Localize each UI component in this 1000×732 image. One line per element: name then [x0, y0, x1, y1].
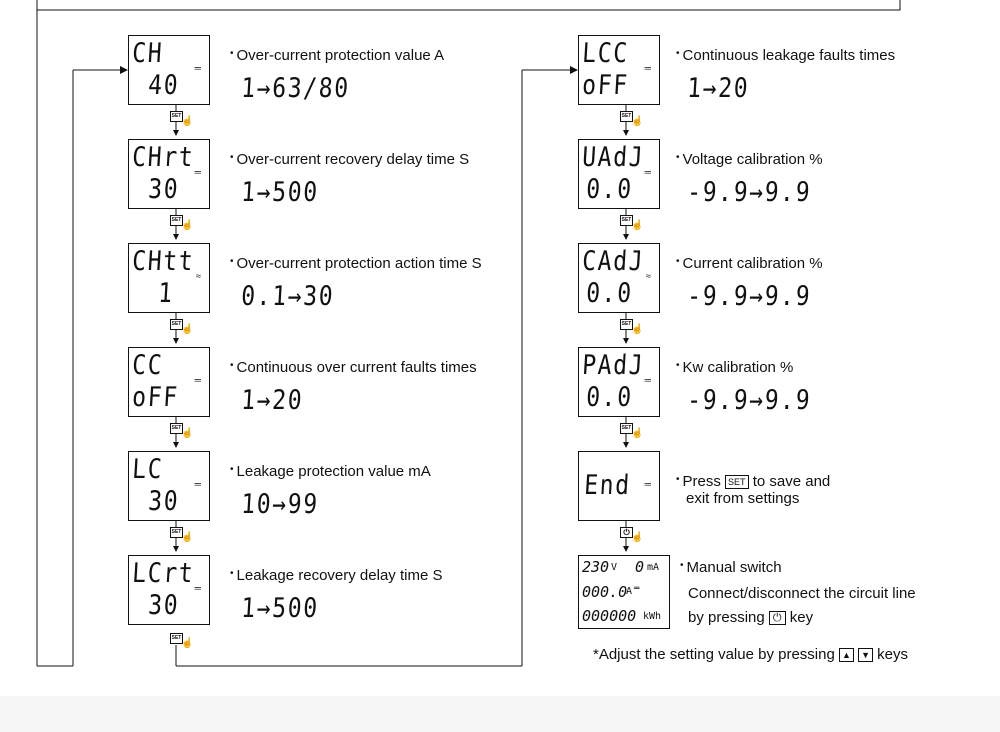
finger-press-icon: ☝ — [181, 428, 194, 439]
lcd-symbol-icon: ═ — [194, 583, 201, 593]
item-range: -9.9→9.9 — [686, 281, 813, 312]
lcd-symbol-icon: ═ — [194, 167, 201, 177]
step-arrow-head — [173, 130, 179, 136]
item-range: -9.9→9.9 — [686, 177, 813, 208]
set-key-icon: SET — [725, 475, 749, 489]
lcd-display — [128, 555, 210, 625]
column-link-arrow-head — [570, 66, 578, 74]
lcd-display — [128, 243, 210, 313]
set-key-icon: SET — [170, 423, 183, 434]
set-key-icon: SET — [170, 215, 183, 226]
set-key-icon: SET — [620, 215, 633, 226]
arrow-down-icon: ▼ — [858, 648, 873, 662]
set-key-icon: SET — [170, 527, 183, 538]
finger-press-icon: ☝ — [631, 116, 644, 127]
item-range: 1→500 — [240, 593, 320, 624]
item-title: • Continuous leakage faults times — [676, 47, 896, 64]
manual-switch-title: • Manual switch — [680, 559, 782, 576]
step-arrow-head — [173, 546, 179, 552]
power-icon: ⏻ — [769, 611, 786, 625]
voltage-unit: V — [611, 562, 618, 573]
item-range: 1→20 — [686, 73, 751, 104]
manual-switch-line2: Connect/disconnect the circuit line — [688, 585, 916, 602]
item-title: • Leakage recovery delay time S — [230, 567, 443, 584]
finger-press-icon: ☝ — [631, 428, 644, 439]
lcd-top-text: LC — [131, 454, 165, 485]
lcd-symbol-icon: ═ — [644, 479, 651, 489]
lcd-bottom-text: oFF — [131, 382, 180, 413]
lcd-bottom-text: 0.0 — [585, 174, 634, 205]
lcd-display — [578, 347, 660, 417]
lcd-bottom-text: 30 — [147, 174, 181, 205]
power-key-icon: ⏻ — [620, 527, 633, 538]
finger-press-icon: ☝ — [181, 638, 194, 649]
item-range: 1→63/80 — [240, 73, 351, 104]
finger-press-icon: ☝ — [631, 324, 644, 335]
lcd-symbol-icon: ═ — [194, 375, 201, 385]
lcd-top-text: CAdJ — [581, 246, 646, 277]
lcd-bottom-text: 1 — [157, 278, 175, 309]
lcd-top-text: LCC — [581, 38, 630, 69]
lcd-bottom-text: 40 — [147, 70, 181, 101]
lcd-top-text: UAdJ — [581, 142, 646, 173]
step-arrow-head — [173, 442, 179, 448]
finger-press-icon: ☝ — [181, 324, 194, 335]
finger-press-icon: ☝ — [631, 532, 644, 543]
lcd-display — [128, 35, 210, 105]
lcd-symbol-icon: ═ — [194, 63, 201, 73]
finger-press-icon: ☝ — [181, 532, 194, 543]
step-arrow-head — [623, 234, 629, 240]
lcd-bottom-text: 0.0 — [585, 278, 634, 309]
finger-press-icon: ☝ — [631, 220, 644, 231]
lcd-display — [578, 139, 660, 209]
item-title: • Current calibration % — [676, 255, 823, 272]
lcd-bottom-text: 0.0 — [585, 382, 634, 413]
energy-value: 000000 — [582, 607, 637, 625]
lcd-symbol-icon: ≈ — [646, 271, 651, 281]
lcd-display — [578, 35, 660, 105]
lcd-symbol-icon: ═ — [644, 375, 651, 385]
lcd-top-text: CC — [131, 350, 165, 381]
lcd-top-text: CHrt — [131, 142, 196, 173]
item-range: -9.9→9.9 — [686, 385, 813, 416]
set-key-icon: SET — [170, 633, 183, 644]
item-title: • Continuous over current faults times — [230, 359, 477, 376]
current-a-value: 000.0 — [582, 583, 628, 601]
lcd-bottom-text: 30 — [147, 486, 181, 517]
lcd-end-text: End — [583, 470, 632, 501]
finger-press-icon: ☝ — [181, 220, 194, 231]
step-arrow-head — [173, 234, 179, 240]
lcd-symbol-icon: ═ — [644, 167, 651, 177]
item-range: 0.1→30 — [240, 281, 336, 312]
item-title: • Over-current recovery delay time S — [230, 151, 470, 168]
set-key-icon: SET — [620, 423, 633, 434]
lcd-display — [578, 243, 660, 313]
item-range: 1→20 — [240, 385, 305, 416]
item-title: • Leakage protection value mA — [230, 463, 431, 480]
step-arrow-head — [623, 338, 629, 344]
lcd-top-text: LCrt — [131, 558, 196, 589]
lcd-display — [128, 451, 210, 521]
set-key-icon: SET — [170, 111, 183, 122]
lcd-symbol-icon: ═ — [194, 479, 201, 489]
set-key-icon: SET — [620, 319, 633, 330]
item-range: 1→500 — [240, 177, 320, 208]
lcd-bottom-text: oFF — [581, 70, 630, 101]
lcd-symbol-icon: ═ — [644, 63, 651, 73]
lcd-bottom-text: 30 — [147, 590, 181, 621]
voltage-value: 230 — [582, 558, 610, 576]
set-key-icon: SET — [170, 319, 183, 330]
step-arrow-head — [623, 546, 629, 552]
lcd-main-display — [578, 555, 670, 629]
lcd-top-text: PAdJ — [581, 350, 646, 381]
lcd-display — [128, 347, 210, 417]
lcd-top-text: CHtt — [131, 246, 196, 277]
lcd-top-text: CH — [131, 38, 165, 69]
current-a-unit: A — [626, 586, 633, 597]
step-arrow-head — [623, 130, 629, 136]
page-footer-bar — [0, 696, 1000, 732]
set-key-icon: SET — [620, 111, 633, 122]
step-arrow-head — [623, 442, 629, 448]
item-title: • Voltage calibration % — [676, 151, 823, 168]
current-ma-value: 0 — [635, 558, 645, 576]
step-arrow-head — [173, 338, 179, 344]
arrow-up-icon: ▲ — [839, 648, 854, 662]
item-range: 10→99 — [240, 489, 320, 520]
item-title: • Over-current protection action time S — [230, 255, 482, 272]
lcd-display — [128, 139, 210, 209]
finger-press-icon: ☝ — [181, 116, 194, 127]
lcd-symbol-icon: ≈ — [196, 271, 201, 281]
current-ma-unit: mA — [647, 562, 660, 573]
lcd-display — [578, 451, 660, 521]
end-instruction-line1: • Press SET to save and — [676, 473, 831, 490]
manual-switch-line3: by pressing ⏻ key — [688, 609, 814, 626]
footnote: *Adjust the setting value by pressing ▲ ▼ keys — [593, 646, 909, 663]
loop-arrow-head — [120, 66, 128, 74]
end-instruction-line2: exit from settings — [686, 490, 800, 507]
energy-unit: kWh — [643, 611, 662, 622]
lcd-symbol-icon: ═ — [634, 584, 640, 594]
item-title: • Over-current protection value A — [230, 47, 445, 64]
item-title: • Kw calibration % — [676, 359, 794, 376]
